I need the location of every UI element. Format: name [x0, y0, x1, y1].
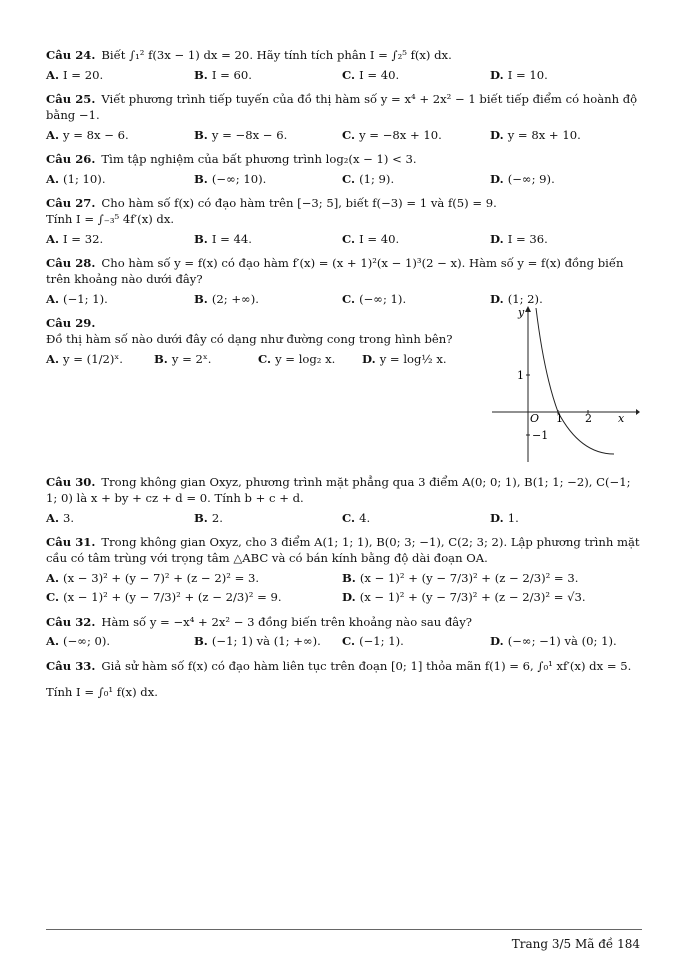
question-label: Câu 25. [46, 92, 96, 107]
option-c: I = 40. [359, 231, 400, 246]
option-letter: D. [490, 634, 504, 649]
option-a: (x − 3)² + (y − 7)² + (z − 2)² = 3. [63, 570, 260, 585]
question-stem: Giả sử hàm số f(x) có đạo hàm liên tục trên đoạn [0; 1] thỏa mãn f(1) = 6, ∫₀¹ xf′(x) dx = 5. [101, 659, 632, 674]
x-axis-arrow [636, 409, 640, 415]
option-letter: A. [46, 127, 60, 142]
question-stem-2: Tính I = ∫₋₃⁵ 4f′(x) dx. [46, 212, 175, 227]
option-letter: D. [490, 510, 504, 525]
option-d: (1; 2). [507, 291, 543, 306]
option-letter: C. [258, 351, 272, 366]
x-tick-1-label: 1 [556, 412, 563, 426]
question-stem: Đồ thị hàm số nào dưới đây có dạng như đường cong trong hình bên? [46, 331, 453, 346]
option-b: y = 2ˣ. [171, 351, 212, 366]
option-letter: B. [194, 510, 208, 525]
option-a: y = (1/2)ˣ. [63, 351, 123, 366]
option-letter: D. [490, 171, 504, 186]
option-letter: A. [46, 231, 60, 246]
option-letter: B. [194, 67, 208, 82]
option-letter: D. [362, 351, 376, 366]
option-c: (1; 9). [359, 171, 395, 186]
option-d: (−∞; 9). [507, 171, 555, 186]
option-letter: B. [154, 351, 168, 366]
option-b: (−∞; 10). [211, 171, 267, 186]
option-a: (−∞; 0). [63, 634, 111, 649]
question-stem: Trong không gian Oxyz, cho 3 điểm A(1; 1; 1), B(0; 3; −1), C(2; 3; 2). Lập phương trình mặt cầu có tâm trùng với trọng tâm △ABC và có bán kính bằng độ dài đoạn OA. [46, 535, 640, 565]
option-d: (−∞; −1) và (0; 1). [507, 634, 617, 649]
option-letter: C. [46, 590, 60, 605]
question-30 [46, 475, 642, 526]
option-a: y = 8x − 6. [63, 127, 129, 142]
option-letter: D. [490, 67, 504, 82]
y-axis-arrow [525, 306, 531, 312]
question-label: Câu 24. [46, 48, 96, 62]
option-letter: A. [46, 291, 60, 306]
question-stem: Viết phương trình tiếp tuyến của đồ thị hàm số y = x⁴ + 2x² − 1 biết tiếp điểm có hoành độ bằng −1. [46, 92, 638, 122]
option-b: 2. [211, 510, 223, 525]
option-letter: A. [46, 351, 60, 366]
option-b: (2; +∞). [211, 291, 259, 306]
x-label: x [618, 412, 625, 426]
option-letter: B. [194, 127, 208, 142]
origin-label: O [530, 412, 540, 426]
option-letter: C. [342, 231, 356, 246]
question-32 [46, 615, 642, 650]
option-d: (x − 1)² + (y − 7/3)² + (z − 2/3)² = √3. [359, 590, 586, 605]
option-c: (−1; 1). [359, 634, 404, 649]
option-letter: C. [342, 634, 356, 649]
question-27 [46, 196, 642, 247]
question-label: Câu 28. [46, 256, 96, 271]
y-tick-m1-label: −1 [532, 429, 549, 443]
question-label: Câu 29. [46, 316, 96, 331]
question-label: Câu 26. [46, 152, 96, 167]
question-stem: Cho hàm số y = f(x) có đạo hàm f′(x) = (x + 1)²(x − 1)³(2 − x). Hàm số y = f(x) đồng biến trên khoảng nào dưới đây? [46, 256, 624, 287]
option-letter: B. [194, 171, 208, 186]
question-25 [46, 92, 642, 143]
exam-page [46, 48, 642, 709]
option-letter: D. [490, 231, 504, 246]
option-d: y = 8x + 10. [507, 127, 581, 142]
option-letter: A. [46, 510, 60, 525]
option-c: I = 40. [359, 67, 400, 82]
option-letter: D. [490, 127, 504, 142]
option-letter: B. [342, 570, 356, 585]
option-b: (x − 1)² + (y − 7/3)² + (z − 2/3)² = 3. [359, 570, 579, 585]
option-letter: C. [342, 510, 356, 525]
option-c: 4. [359, 510, 371, 525]
question-label: Câu 32. [46, 614, 96, 629]
option-letter: C. [342, 291, 356, 306]
option-letter: C. [342, 171, 356, 186]
question-stem: Biết ∫₁² f(3x − 1) dx = 20. Hãy tính tích phân I = ∫₂⁵ f(x) dx. [101, 48, 452, 62]
option-letter: C. [342, 67, 356, 82]
question-29 [46, 306, 642, 466]
question-33 [46, 659, 642, 700]
question-stem: Tìm tập nghiệm của bất phương trình log₂(x − 1) < 3. [101, 152, 417, 167]
question-label: Câu 30. [46, 475, 96, 490]
option-d: I = 10. [507, 67, 548, 82]
question-label: Câu 31. [46, 535, 96, 550]
question-stem: Cho hàm số f(x) có đạo hàm trên [−3; 5], biết f(−3) = 1 và f(5) = 9. [101, 196, 497, 211]
option-b: y = −8x − 6. [211, 127, 288, 142]
option-c: y = −8x + 10. [359, 127, 442, 142]
option-letter: B. [194, 634, 208, 649]
option-letter: A. [46, 67, 60, 82]
option-letter: D. [342, 590, 356, 605]
option-letter: D. [490, 291, 504, 306]
question-stem: Hàm số y = −x⁴ + 2x² − 3 đồng biến trên khoảng nào sau đây? [101, 614, 472, 629]
x-tick-2-label: 2 [585, 412, 592, 426]
y-tick-1-label: 1 [517, 369, 524, 383]
option-a: 3. [63, 510, 75, 525]
option-a: (1; 10). [63, 171, 106, 186]
y-label: y [518, 306, 525, 320]
option-d: 1. [507, 510, 519, 525]
question-label: Câu 33. [46, 659, 96, 674]
question-31 [46, 535, 642, 606]
option-a: (−1; 1). [63, 291, 108, 306]
question-24 [46, 48, 642, 83]
option-c: (−∞; 1). [359, 291, 407, 306]
option-letter: A. [46, 570, 60, 585]
question-label: Câu 27. [46, 196, 96, 211]
question-stem-2: Tính I = ∫₀¹ f(x) dx. [46, 684, 158, 699]
option-d: y = log½ x. [379, 351, 447, 366]
option-a: I = 20. [63, 67, 104, 82]
option-letter: B. [194, 291, 208, 306]
question-28 [46, 256, 642, 307]
option-letter: C. [342, 127, 356, 142]
option-d: I = 36. [507, 231, 548, 246]
page-footer: Trang 3/5 Mã đề 184 [511, 937, 640, 951]
option-letter: B. [194, 231, 208, 246]
option-c: y = log₂ x. [275, 351, 336, 366]
function-graph [490, 304, 640, 464]
option-letter: A. [46, 171, 60, 186]
option-c: (x − 1)² + (y − 7/3)² + (z − 2/3)² = 9. [63, 590, 282, 605]
option-b: (−1; 1) và (1; +∞). [211, 634, 321, 649]
option-b: I = 44. [211, 231, 252, 246]
option-letter: A. [46, 634, 60, 649]
question-stem: Trong không gian Oxyz, phương trình mặt phẳng qua 3 điểm A(0; 0; 1), B(1; 1; −2), C(−1; 1; 0) là x + by + cz + d = 0. Tính b + c + d. [46, 475, 631, 505]
footer-divider [46, 929, 642, 930]
option-b: I = 60. [211, 67, 252, 82]
option-a: I = 32. [63, 231, 104, 246]
question-26 [46, 152, 642, 187]
